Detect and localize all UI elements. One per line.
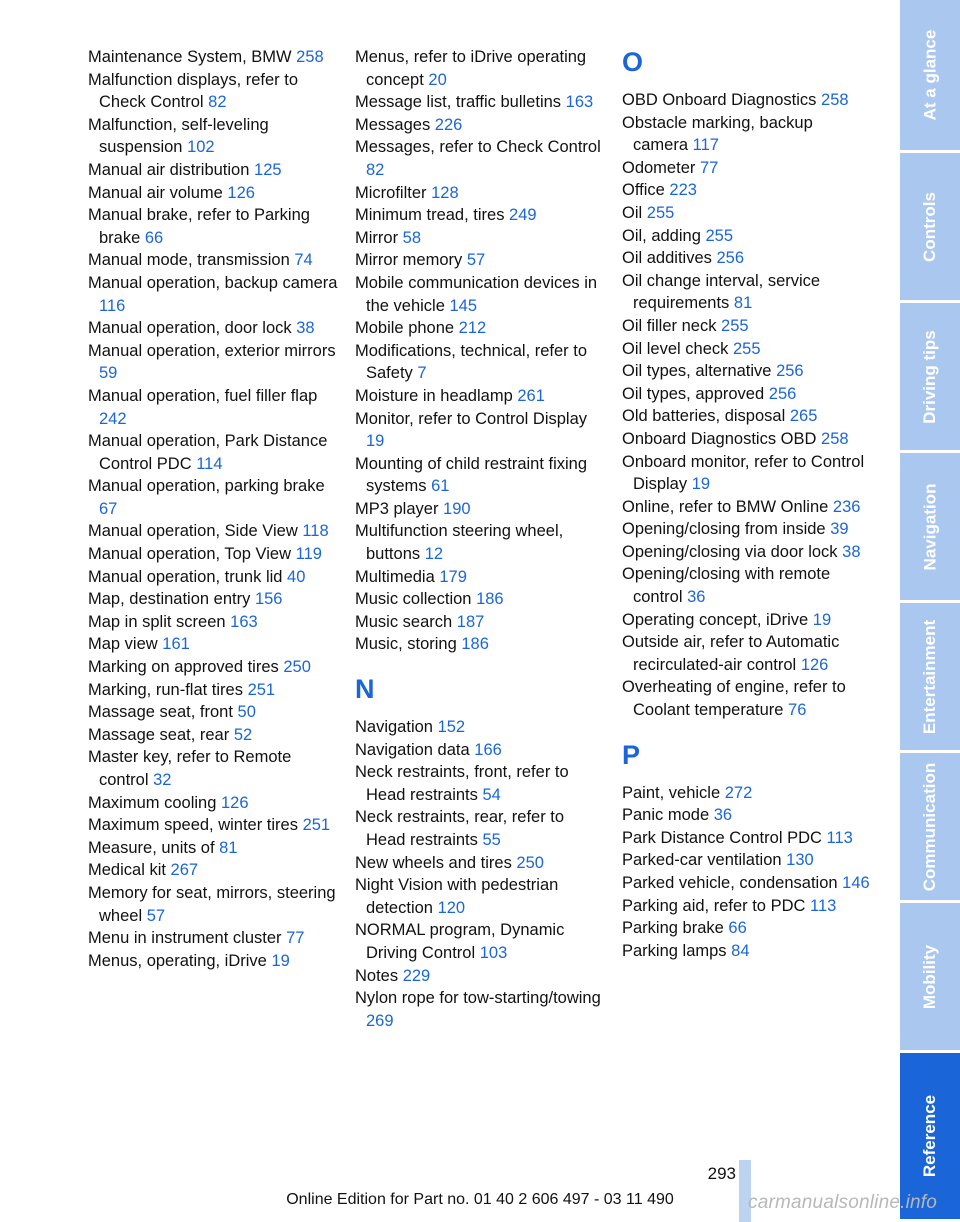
index-entry [88,204,338,249]
index-entry [355,204,605,227]
index-entry [355,408,605,453]
index-entry [355,249,605,272]
index-entry-page-link[interactable]: 212 [458,319,487,338]
index-entry [88,701,338,724]
index-entry-page-link[interactable]: 269 [366,1011,394,1030]
index-entry [88,679,338,702]
index-entry-term: Manual operation, Top View [88,545,292,564]
index-entry-page-link[interactable]: 50 [237,703,256,722]
index-entry [88,46,338,69]
index-entry-page-link[interactable]: 77 [699,158,719,177]
index-entry [622,541,872,564]
index-entry-term: Office [622,181,665,200]
index-entry-term: Parking lamps [622,941,727,960]
index-entry-page-link[interactable]: 77 [286,929,305,948]
index-entry [355,874,605,919]
index-entry-term: Marking, run-flat tires [88,680,243,699]
index-entry [88,633,338,656]
index-entry [88,114,338,159]
index-entry-page-link[interactable]: 52 [233,725,253,744]
index-entry-term: Night Vision with pedestrian detection [355,876,559,917]
index-entry-page-link[interactable]: 19 [691,475,711,494]
index-entry-page-link[interactable]: 32 [153,771,172,789]
index-entry-term: Manual operation, Park Distance Control PDC [88,432,328,473]
index-entry [88,837,338,860]
index-entry-page-link[interactable]: 125 [254,160,282,179]
index-entry-page-link[interactable]: 82 [208,93,227,112]
index-entry-page-link[interactable]: 186 [461,635,489,654]
index-entry-page-link[interactable]: 102 [187,138,215,157]
index-entry-term: Neck restraints, rear, refer to Head restraints [355,808,565,849]
index-entry-page-link[interactable]: 54 [482,785,501,804]
index-entry-page-link[interactable]: 250 [516,853,544,872]
index-entry-term: Messages [355,115,431,134]
index-entry-page-link[interactable]: 152 [437,718,466,737]
index-entry-term: Map, destination entry [88,590,251,609]
index-entry-page-link[interactable]: 66 [728,919,747,938]
index-entry [622,270,872,315]
tab-communication[interactable] [900,753,960,903]
index-entry-term: OBD Onboard Diagnostics [622,91,817,109]
index-entry-term: Outside air, refer to Automatic recirculated-air control [622,633,840,674]
index-entry-page-link[interactable]: 261 [517,386,545,405]
index-entry-term: Parked vehicle, condensation [622,874,838,892]
index-entry [355,739,605,762]
index-entry-term: New wheels and tires [355,853,512,872]
index-entry-page-link[interactable]: 67 [99,499,118,518]
index-entry [622,89,872,112]
index-entry-page-link[interactable]: 226 [434,115,463,134]
index-entry-page-link[interactable]: 187 [456,612,485,631]
index-entry [622,315,872,338]
index-entry-page-link[interactable]: 156 [254,590,283,609]
index-entry-term: Opening/closing via door lock [622,542,838,561]
index-entry [88,859,338,882]
index-entry [622,360,872,383]
index-entry-term: Music, storing [355,635,457,654]
index-entry [355,114,605,137]
index-entry-term: Manual brake, refer to Parking brake [88,206,310,247]
index-entry-page-link[interactable]: 265 [789,407,818,426]
index-entry [622,496,872,519]
index-entry [88,746,338,791]
index-entry-page-link[interactable]: 146 [842,874,870,892]
index-entry-term: Oil filler neck [622,316,717,335]
index-entry-page-link[interactable]: 130 [786,851,814,870]
index-entry-term: Overheating of engine, refer to Coolant temperature [622,678,846,720]
index-entry-page-link[interactable]: 163 [230,612,258,631]
index-entry-page-link[interactable]: 179 [439,567,467,586]
index-entry-term: Multimedia [355,567,435,586]
index-entry-page-link[interactable]: 229 [402,966,431,985]
index-entry-page-link[interactable]: 66 [144,228,164,247]
index-entry-term: Oil, adding [622,226,701,245]
index-entry [88,249,338,272]
index-entry-page-link[interactable]: 258 [821,91,849,109]
index-entry-page-link[interactable]: 186 [476,590,504,609]
index-entry-term: Maximum speed, winter tires [88,816,298,835]
index-entry-page-link[interactable]: 258 [821,429,849,448]
index-entry-term: Manual operation, parking brake [88,477,325,496]
index-entry [88,950,338,973]
index-entry-term: Memory for seat, mirrors, steering wheel [88,883,336,925]
index-entry [88,611,338,634]
index-entry-term: Manual operation, exterior mirrors [88,341,336,360]
index-entry-term: Minimum tread, tires [355,206,505,225]
index-entry [355,91,605,114]
index-entry-term: Parking aid, refer to PDC [622,896,806,915]
index-entry-term: Multifunction steering wheel, buttons [355,522,564,564]
index-entry-page-link[interactable]: 36 [687,588,706,607]
index-entry-term: Manual mode, transmission [88,251,290,270]
index-entry-page-link[interactable]: 256 [768,384,797,403]
index-entry [622,917,872,940]
index-entry [622,383,872,406]
index-entry-term: Navigation data [355,740,470,759]
index-entry [622,940,872,963]
index-entry [622,247,872,270]
index-entry-term: Manual air distribution [88,160,250,179]
index-column-2 [355,46,605,1032]
index-entry-term: Monitor, refer to Control Display [355,409,588,428]
index-entry-page-link[interactable]: 251 [247,680,276,699]
index-entry-term: Opening/closing from inside [622,520,826,539]
index-entry-page-link[interactable]: 36 [713,806,733,825]
index-column-3 [622,46,872,962]
index-entry-page-link[interactable]: 38 [296,319,315,338]
index-entry-page-link[interactable]: 249 [509,206,537,225]
tab-label: Entertainment [920,619,940,734]
index-entry-term: Onboard monitor, refer to Control Display [622,452,865,494]
index-entry [88,340,338,385]
section-spacer [355,656,605,668]
index-entry-term: Map view [88,635,158,654]
section-tabs [900,0,960,1222]
index-entry-term: Oil types, approved [622,384,765,403]
index-entry-page-link[interactable]: 38 [842,542,861,561]
index-entry-term: Malfunction, self-leveling suspension [88,115,269,157]
index-entry-page-link[interactable]: 163 [565,93,594,112]
index-entry-page-link[interactable]: 223 [669,181,697,200]
index-entry [355,919,605,964]
index-entry-term: Maximum cooling [88,793,217,812]
tab-mobility[interactable] [900,903,960,1053]
index-entry-page-link[interactable]: 12 [424,545,444,564]
index-entry-page-link[interactable]: 59 [99,364,118,383]
index-entry [88,272,338,317]
index-entry [355,227,605,250]
index-entry-term: Parking brake [622,919,724,938]
index-entry-page-link[interactable]: 256 [716,249,744,268]
index-entry-term: Park Distance Control PDC [622,828,822,847]
index-entry-term: Map in split screen [88,612,226,631]
index-entry [355,566,605,589]
index-entry [88,588,338,611]
index-entry-page-link[interactable]: 20 [428,70,447,89]
index-entry-term: Operating concept, iDrive [622,610,809,629]
index-entry-term: Mirror [355,228,399,247]
index-entry-term: Manual air volume [88,183,223,202]
index-entry-term: Menu in instrument cluster [88,929,282,948]
index-entry [622,631,872,676]
index-entry-page-link[interactable]: 251 [302,816,331,835]
watermark: carmanualsonline.info [748,1192,938,1213]
index-entry-term: Modifications, technical, refer to Safety [355,341,588,383]
index-entry-page-link[interactable]: 272 [724,783,753,802]
index-entry-page-link[interactable]: 255 [732,339,761,358]
index-entry-term: Maintenance System, BMW [88,48,292,66]
index-entry-term: Manual operation, door lock [88,319,292,338]
tab-label: Reference [920,1094,939,1178]
index-entry-page-link[interactable]: 255 [721,316,749,335]
index-entry-term: Music collection [355,590,472,609]
index-entry-page-link[interactable]: 166 [474,740,502,759]
index-entry [88,724,338,747]
index-entry [622,157,872,180]
index-entry [622,225,872,248]
index-entry [355,611,605,634]
index-entry-term: Odometer [622,158,696,177]
index-entry [355,453,605,498]
index-entry-term: Mobile communication devices in the vehicle [355,273,598,315]
index-entry-page-link[interactable]: 61 [431,477,450,496]
index-entry [355,987,605,1032]
index-entry-term: Manual operation, backup camera [88,273,338,292]
tab-at-a-glance[interactable] [900,0,960,153]
index-entry [355,588,605,611]
index-entry-page-link[interactable]: 128 [431,183,459,202]
tab-controls[interactable] [900,153,960,303]
index-entry-term: Paint, vehicle [622,783,721,802]
index-entry [622,428,872,451]
index-entry [88,475,338,520]
index-entry [355,965,605,988]
index-entry-term: Manual operation, Side View [88,522,298,541]
index-entry [622,849,872,872]
index-entry-term: Oil types, alternative [622,362,772,381]
index-entry-page-link[interactable]: 40 [287,567,306,586]
index-entry-page-link[interactable]: 126 [220,793,249,812]
index-entry [88,385,338,430]
index-entry-term: Navigation [355,718,433,737]
index-entry [355,498,605,521]
index-entry-term: Massage seat, rear [88,725,230,744]
index-entry [622,451,872,496]
index-entry-page-link[interactable]: 126 [800,655,829,674]
index-entry-term: Medical kit [88,861,166,880]
index-column-1 [88,46,338,972]
page-number: 293 [707,1164,736,1183]
index-entry-page-link[interactable]: 39 [830,520,849,539]
footer-edition-text: Online Edition for Part no. 01 40 2 606 497 - 03 11 490 [286,1191,674,1208]
index-entry-page-link[interactable]: 81 [733,294,753,313]
index-entry [622,804,872,827]
index-entry-page-link[interactable]: 116 [99,296,126,315]
index-entry-term: Mounting of child restraint fixing systems [355,454,588,496]
index-entry [622,338,872,361]
index-entry-term: Menus, operating, iDrive [88,951,267,970]
index-entry [622,563,872,608]
index-entry [88,182,338,205]
index-entry [622,782,872,805]
index-entry [355,520,605,565]
index-entry-page-link[interactable]: 118 [302,522,329,541]
index-entry [622,872,872,895]
tab-label: Controls [920,191,940,262]
index-entry-page-link[interactable]: 267 [170,861,199,880]
index-entry-page-link[interactable]: 250 [283,658,311,677]
index-entry [355,340,605,385]
index-entry-page-link[interactable]: 161 [162,635,190,654]
index-entry-page-link[interactable]: 55 [482,831,501,849]
index-entry-page-link[interactable]: 120 [437,898,466,917]
index-entry [355,385,605,408]
index-entry-term: Parked-car ventilation [622,851,782,870]
index-entry [355,806,605,851]
index-entry [622,895,872,918]
tab-driving-tips[interactable] [900,303,960,453]
index-entry-page-link[interactable]: 114 [196,454,223,473]
index-entry-page-link[interactable]: 256 [776,362,804,381]
index-entry-page-link[interactable]: 258 [296,48,324,66]
index-entry-term: MP3 player [355,499,439,518]
index-entry [355,46,605,91]
index-entry [88,543,338,566]
index-entry-term: Messages, refer to Check Control [355,138,601,157]
index-entry-term: Oil [622,203,643,222]
index-entry-term: Onboard Diagnostics OBD [622,429,817,448]
index-entry [355,633,605,656]
index-letter-heading: P [622,739,641,770]
index-entry-page-link[interactable]: 84 [731,941,750,960]
index-entry-page-link[interactable]: 19 [812,610,832,629]
index-entry-page-link[interactable]: 76 [788,701,807,720]
index-entry-page-link[interactable]: 19 [271,951,290,970]
index-entry [622,202,872,225]
index-entry [88,814,338,837]
index-entry [355,761,605,806]
index-entry-term: Microfilter [355,183,427,202]
index-entry [355,182,605,205]
index-entry [622,112,872,157]
index-entry [88,317,338,340]
index-letter-heading: N [355,674,375,705]
index-entry-term: Malfunction displays, refer to Check Control [88,70,299,112]
index-entry-page-link[interactable]: 255 [705,226,734,245]
index-entry [88,882,338,927]
index-entry-page-link[interactable]: 74 [294,251,313,270]
section-spacer [622,722,872,734]
index-entry-page-link[interactable]: 57 [466,251,486,270]
index-entry [355,317,605,340]
index-entry [355,852,605,875]
index-entry-page-link[interactable]: 145 [449,296,478,315]
index-entry-page-link[interactable]: 119 [295,545,322,564]
tab-entertainment[interactable] [900,603,960,753]
index-entry [88,792,338,815]
index-entry-page-link[interactable]: 117 [692,136,719,155]
tab-label: Mobility [920,944,939,1009]
tab-label: Navigation [920,483,939,570]
index-entry-term: Obstacle marking, backup camera [622,113,813,155]
index-entry [88,927,338,950]
index-entry-page-link[interactable]: 113 [810,896,837,915]
index-entry-page-link[interactable]: 103 [479,943,508,962]
index-entry-term: Music search [355,612,453,631]
index-entry-page-link[interactable]: 82 [366,160,385,179]
index-entry-term: Mirror memory [355,251,463,270]
index-entry [88,520,338,543]
index-entry-term: Old batteries, disposal [622,407,786,426]
index-entry-term: Panic mode [622,806,710,825]
index-entry-page-link[interactable]: 255 [646,203,675,222]
index-entry-term: Mobile phone [355,319,455,338]
index-entry-term: Message list, traffic bulletins [355,93,562,112]
index-entry [88,69,338,114]
index-entry-term: Oil change interval, service requirements [622,271,821,313]
index-entry [622,676,872,721]
index-entry [355,716,605,739]
index-entry-page-link[interactable]: 242 [99,409,127,428]
index-entry [355,136,605,181]
index-entry [622,518,872,541]
index-entry-term: Measure, units of [88,838,215,857]
index-entry-term: Oil additives [622,249,712,268]
index-entry-term: Notes [355,966,399,985]
tab-label: Driving tips [920,329,940,424]
index-entry-page-link[interactable]: 126 [227,183,255,202]
index-entry [88,159,338,182]
index-entry [355,272,605,317]
index-entry-page-link[interactable]: 113 [826,828,853,847]
index-entry [88,430,338,475]
index-entry-term: Marking on approved tires [88,658,279,677]
tab-label: At a glance [920,29,940,121]
index-entry-term: Massage seat, front [88,703,233,722]
index-entry-page-link[interactable]: 58 [402,228,422,247]
index-entry-term: Opening/closing with remote control [622,565,831,607]
index-entry-page-link[interactable]: 19 [366,432,385,451]
index-entry [622,609,872,632]
index-entry-term: Nylon rope for tow-starting/towing [355,989,601,1008]
index-entry-page-link[interactable]: 81 [219,838,238,857]
index-letter-heading: O [622,47,644,77]
index-entry-term: Oil level check [622,339,729,358]
index-entry [622,179,872,202]
tab-navigation[interactable] [900,453,960,603]
tab-label: Communication [920,762,940,891]
index-entry-page-link[interactable]: 57 [146,906,166,925]
index-entry-term: NORMAL program, Dynamic Driving Control [355,921,565,962]
index-entry-term: Moisture in headlamp [355,386,513,405]
index-entry-page-link[interactable]: 7 [417,364,427,383]
index-entry-page-link[interactable]: 190 [443,499,471,518]
index-entry-term: Manual operation, trunk lid [88,567,283,586]
index-entry-term: Neck restraints, front, refer to Head restraints [355,763,569,804]
index-entry [622,827,872,850]
index-entry [88,566,338,589]
index-entry-term: Menus, refer to iDrive operating concept [355,48,587,89]
index-entry-term: Master key, refer to Remote control [88,748,292,789]
index-entry-term: Online, refer to BMW Online [622,497,829,516]
index-entry-page-link[interactable]: 236 [832,497,861,516]
index-entry-term: Manual operation, fuel filler flap [88,386,318,405]
index-entry [88,656,338,679]
index-entry [622,405,872,428]
